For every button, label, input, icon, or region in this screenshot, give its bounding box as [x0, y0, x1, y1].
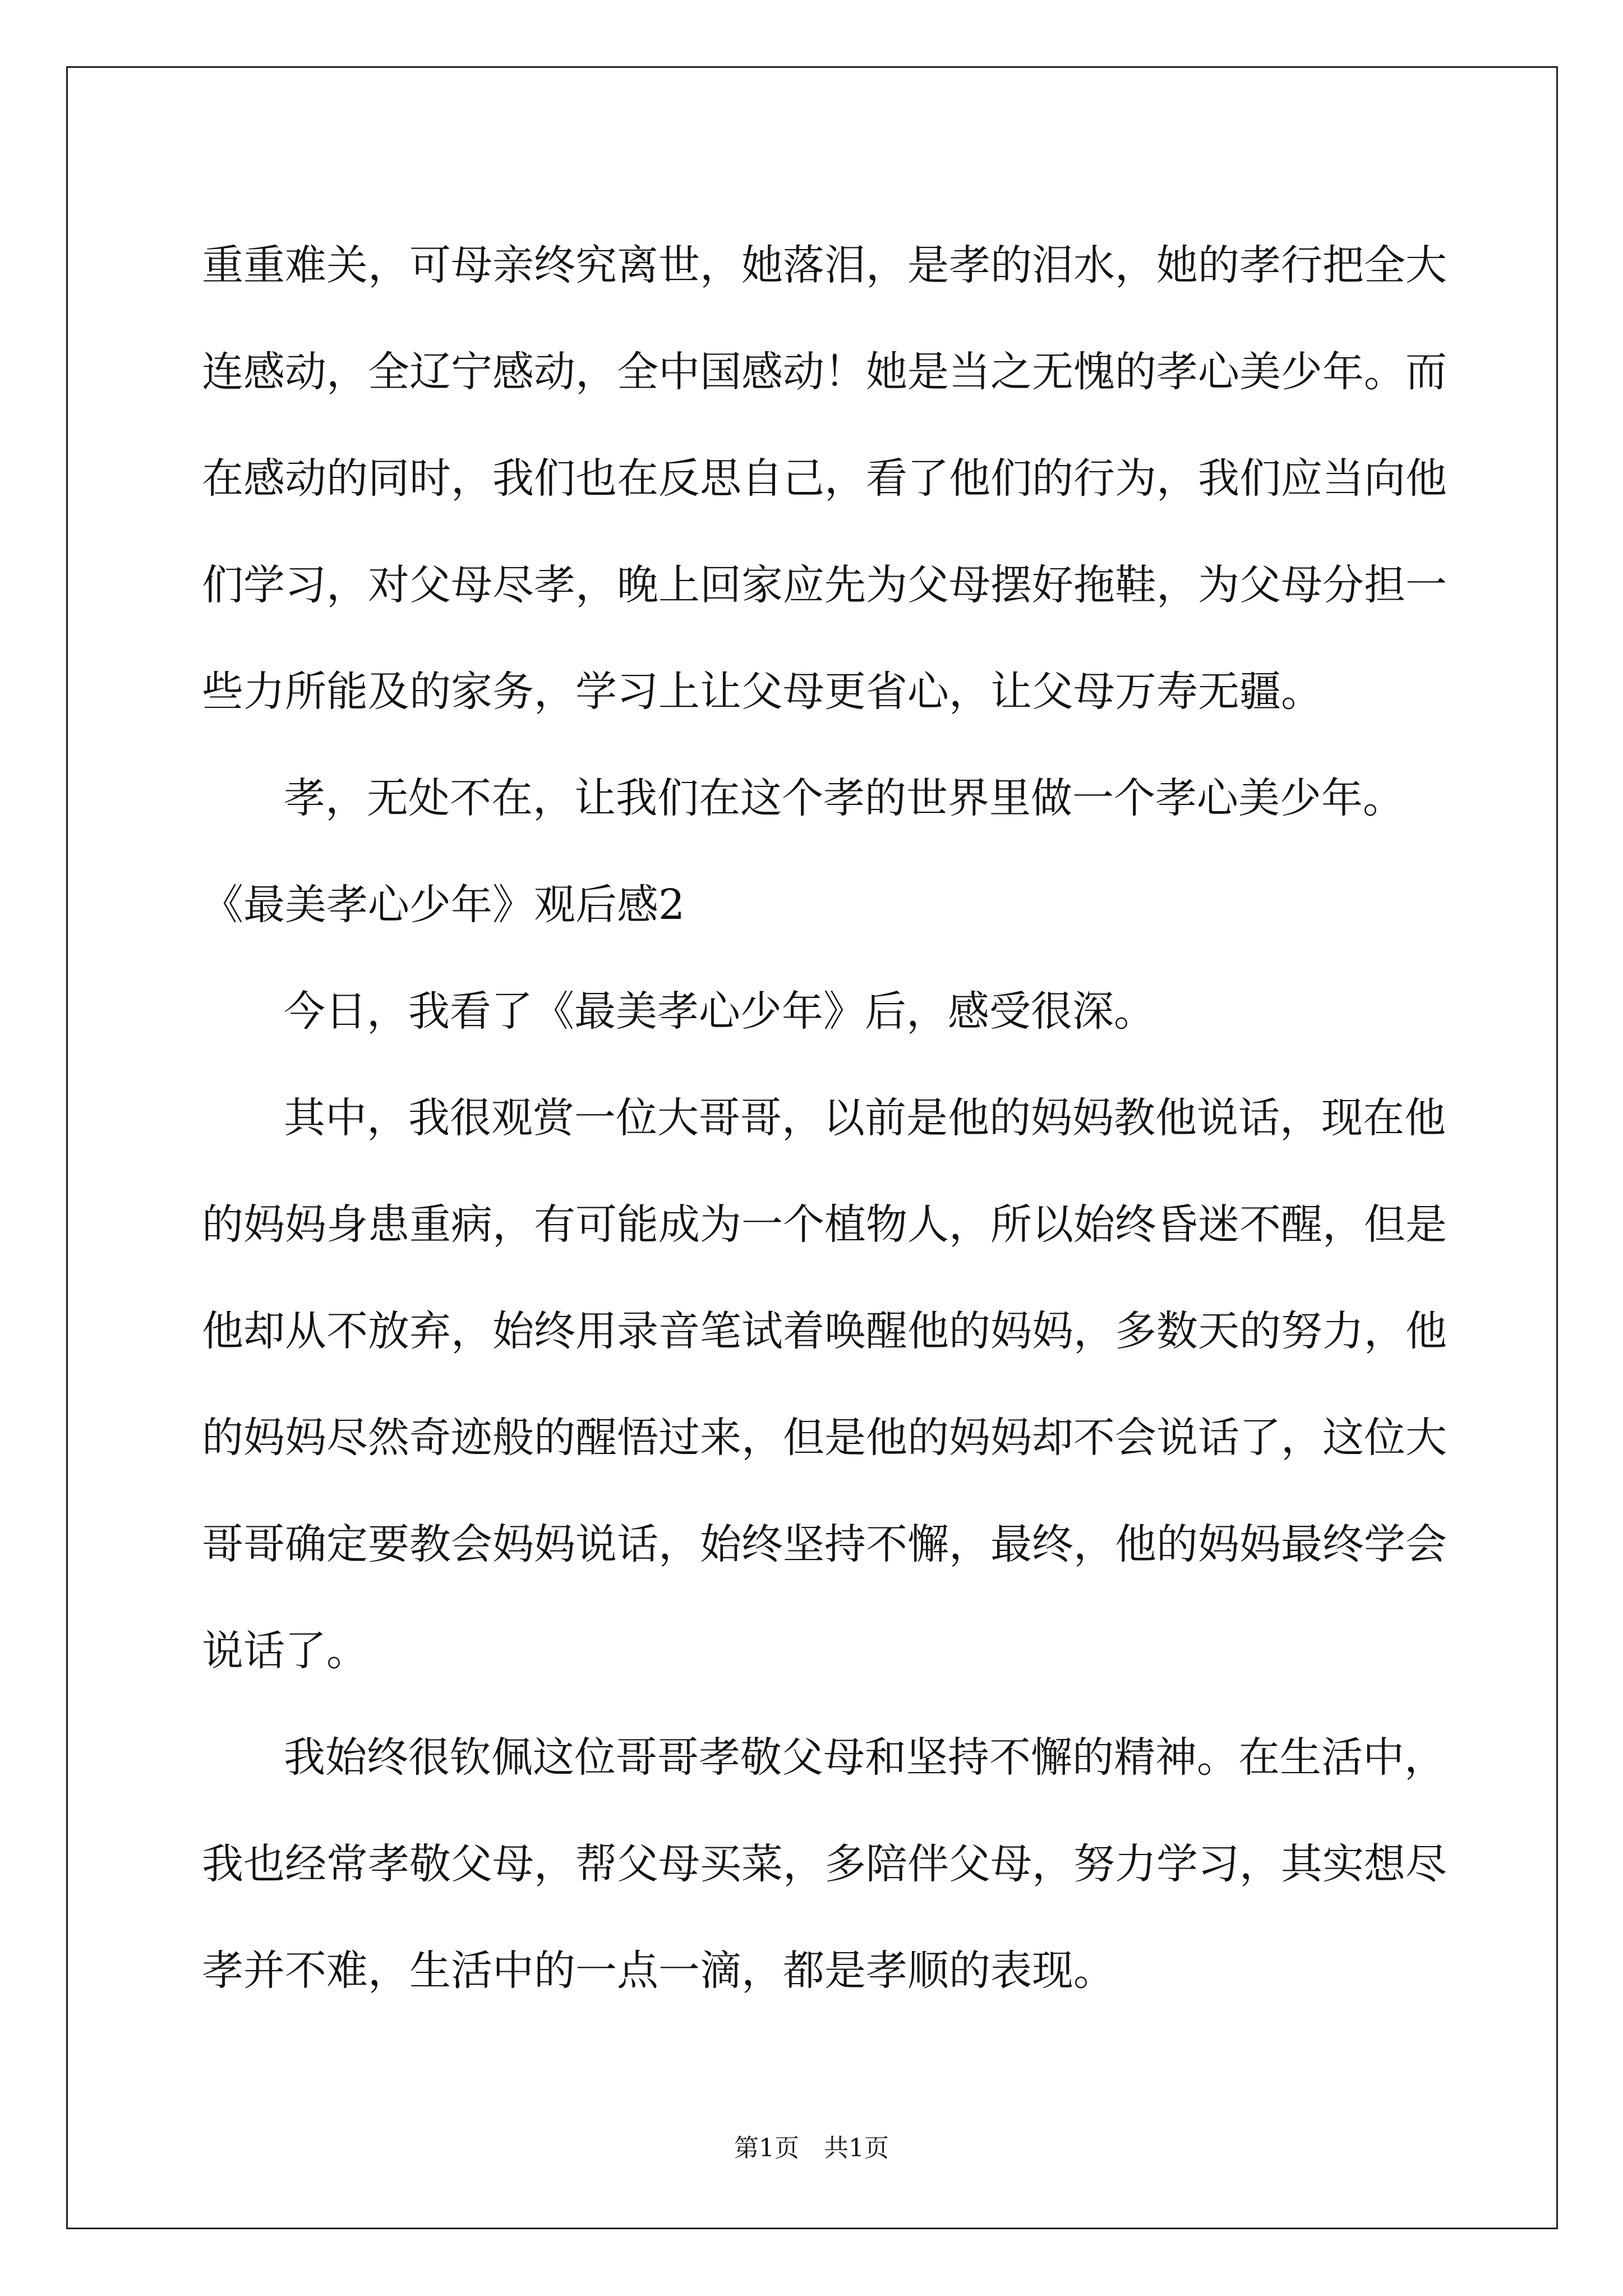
document-body	[202, 212, 1447, 2024]
text-line: 们学习，对父母尽孝，晚上回家应先为父母摆好拖鞋，为父母分担一	[202, 561, 1447, 609]
text-line: 我也经常孝敬父母，帮父母买菜，多陪伴父母，努力学习，其实想尽	[202, 1840, 1447, 1888]
text-line: 其中，我很观赏一位大哥哥，以前是他的妈妈教他说话，现在他	[284, 1094, 1446, 1142]
text-line: 重重难关，可母亲终究离世，她落泪，是孝的泪水，她的孝行把全大	[202, 241, 1447, 289]
text-line: 在感动的同时，我们也在反思自己，看了他们的行为，我们应当向他	[202, 454, 1447, 503]
text-line: 今日，我看了《最美孝心少年》后，感受很深。	[284, 987, 1155, 1036]
text-line: 说话了。	[202, 1627, 368, 1675]
section-heading: 《最美孝心少年》观后感2	[202, 881, 685, 929]
text-line: 哥哥确定要教会妈妈说话，始终坚持不懈，最终，他的妈妈最终学会	[202, 1520, 1447, 1568]
text-line: 他却从不放弃，始终用录音笔试着唤醒他的妈妈，多数天的努力，他	[202, 1307, 1447, 1355]
text-line: 的妈妈身患重病，有可能成为一个植物人，所以始终昏迷不醒，但是	[202, 1200, 1447, 1249]
text-line: 的妈妈尽然奇迹般的醒悟过来，但是他的妈妈却不会说话了，这位大	[202, 1414, 1447, 1462]
text-line: 连感动，全辽宁感动，全中国感动！她是当之无愧的孝心美少年。而	[202, 348, 1447, 396]
text-line: 孝并不难，生活中的一点一滴，都是孝顺的表现。	[202, 1947, 1115, 1995]
page-number-footer: 第1页 共1页	[734, 2134, 889, 2162]
text-line: 孝，无处不在，让我们在这个孝的世界里做一个孝心美少年。	[284, 774, 1404, 822]
text-line: 我始终很钦佩这位哥哥孝敬父母和坚持不懈的精神。在生活中，	[284, 1733, 1446, 1782]
text-line: 些力所能及的家务，学习上让父母更省心，让父母万寿无疆。	[202, 668, 1322, 716]
